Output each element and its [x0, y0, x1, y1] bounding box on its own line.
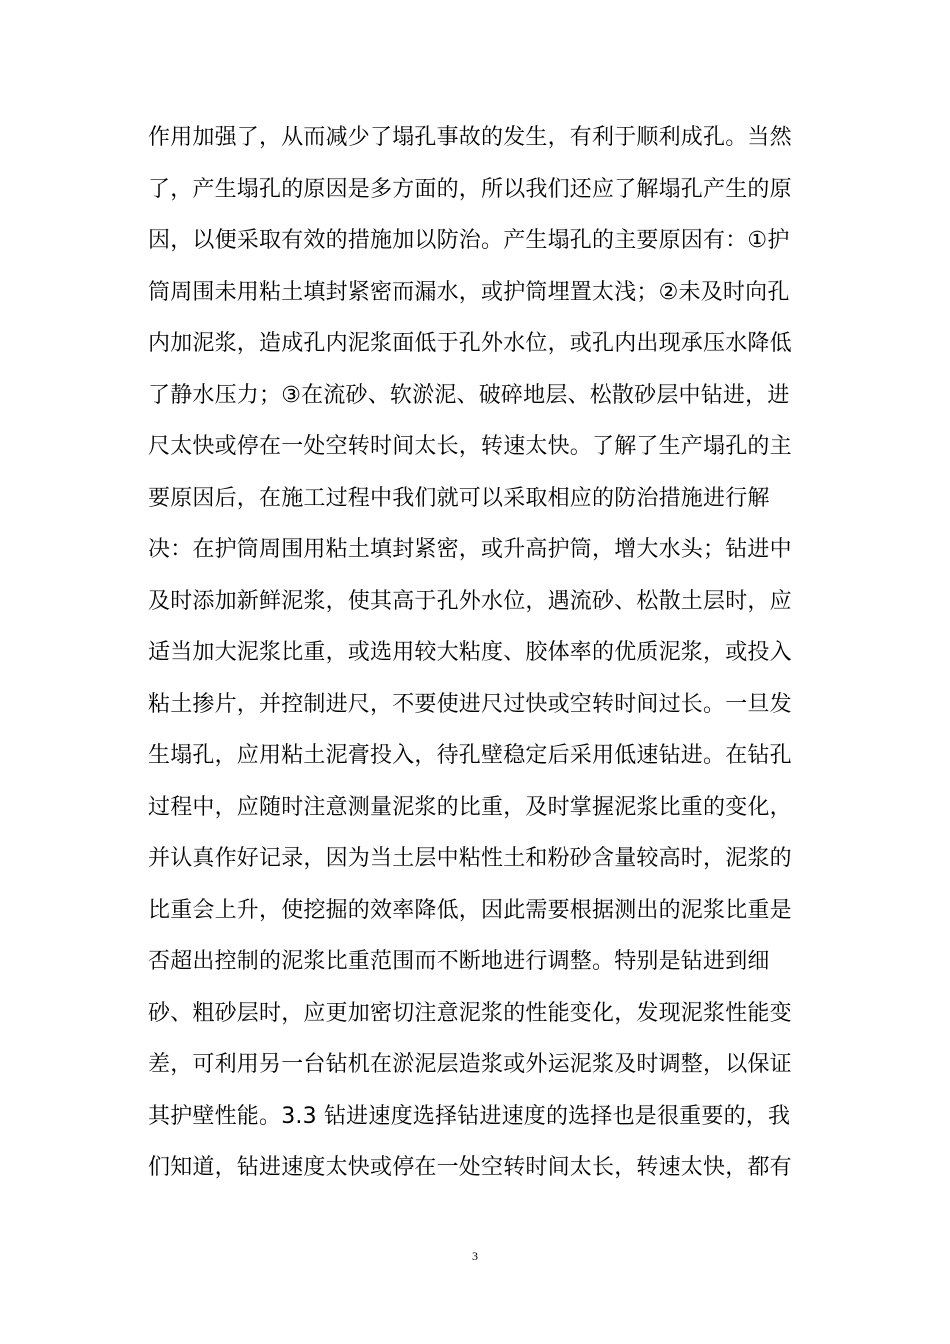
text-line: 们知道，钻进速度太快或停在一处空转时间太长，转速太快，都有: [148, 1155, 792, 1180]
text-line: 因，以便采取有效的措施加以防治。产生塌孔的主要原因有：①护: [148, 228, 790, 253]
text-line: 否超出控制的泥浆比重范围而不断地进行调整。特别是钻进到细: [148, 949, 770, 974]
text-line: 了，产生塌孔的原因是多方面的，所以我们还应了解塌孔产生的原: [148, 176, 792, 202]
text-line: 并认真作好记录，因为当土层中粘性土和粉砂含量较高时，泥浆的: [148, 846, 792, 871]
text-line: 及时添加新鲜泥浆，使其高于孔外水位，遇流砂、松散土层时，应: [148, 588, 792, 614]
text-line: 粘土掺片，并控制进尺，不要使进尺过快或空转时间过长。一旦发: [148, 691, 792, 717]
text-line: 生塌孔，应用粘土泥膏投入，待孔壁稳定后采用低速钻进。在钻孔: [148, 743, 792, 768]
page-number: 3: [472, 1249, 478, 1263]
text-line: 其护壁性能。3.3 钻进速度选择钻进速度的选择也是很重要的，我: [148, 1103, 791, 1129]
text-line: 比重会上升，使挖掘的效率降低，因此需要根据测出的泥浆比重是: [148, 897, 792, 923]
text-line: 适当加大泥浆比重，或选用较大粘度、胶体率的优质泥浆，或投入: [148, 640, 792, 665]
text-line: 过程中，应随时注意测量泥浆的比重，及时掌握泥浆比重的变化，: [148, 794, 792, 820]
text-line: 差，可利用另一台钻机在淤泥层造浆或外运泥浆及时调整，以保证: [148, 1052, 792, 1077]
text-line: 砂、粗砂层时，应更加密切注意泥浆的性能变化，发现泥浆性能变: [148, 1000, 792, 1026]
text-line: 决：在护筒周围用粘土填封紧密，或升高护筒，增大水头；钻进中: [148, 537, 792, 562]
text-line: 尺太快或停在一处空转时间太长，转速太快。了解了生产塌孔的主: [148, 434, 792, 459]
text-line: 作用加强了，从而减少了塌孔事故的发生，有利于顺利成孔。当然: [148, 125, 792, 150]
text-line: 要原因后，在施工过程中我们就可以采取相应的防治措施进行解: [148, 485, 770, 511]
text-line: 筒周围未用粘土填封紧密而漏水，或护筒埋置太浅；②未及时向孔: [148, 279, 790, 305]
text-line: 内加泥浆，造成孔内泥浆面低于孔外水位，或孔内出现承压水降低: [148, 331, 792, 356]
body-text: [148, 112, 808, 1194]
text-line: 了静水压力；③在流砂、软淤泥、破碎地层、松散砂层中钻进，进: [148, 382, 790, 408]
